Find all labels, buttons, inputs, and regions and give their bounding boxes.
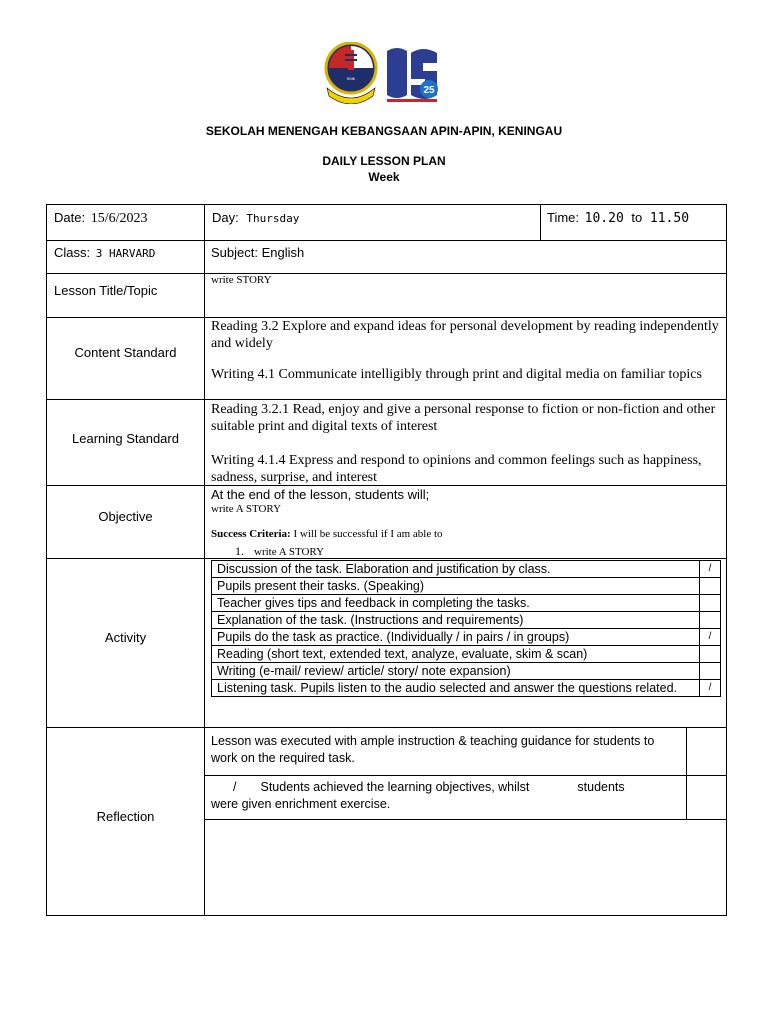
content-standard-reading: Reading 3.2 Explore and expand ideas for personal development by reading independently and widely xyxy=(211,319,719,351)
success-criteria xyxy=(211,528,443,540)
learning-standard-writing: Writing 4.1.4 Express and respond to opinions and common feelings such as happiness, sadness, surprise, and interest xyxy=(211,453,702,485)
reflection-text-a: Students achieved the learning objectives, whilst xyxy=(260,780,530,794)
activity-label: Activity xyxy=(104,630,147,645)
time-end: 11.50 xyxy=(649,211,690,226)
activity-text: Explanation of the task. (Instructions and requirements) xyxy=(212,612,700,629)
svg-text:25: 25 xyxy=(423,85,435,96)
svg-text:SMK: SMK xyxy=(346,76,356,81)
subject-field: Subject: English xyxy=(211,245,305,260)
reflection-text-c: were given enrichment exercise. xyxy=(211,797,391,811)
anniversary-25-logo xyxy=(383,45,441,105)
time-to: to xyxy=(631,210,643,225)
objective-label: Objective xyxy=(98,509,153,524)
activity-row xyxy=(212,578,721,595)
activity-tick: / xyxy=(700,680,721,697)
list-item-text: write A STORY xyxy=(254,546,325,558)
activity-tick: / xyxy=(700,629,721,646)
reflection-line-1: Lesson was executed with ample instruction & teaching guidance for students to work on the required task. xyxy=(211,734,655,765)
activity-row xyxy=(212,612,721,629)
activity-row xyxy=(212,663,721,680)
activity-text: Reading (short text, extended text, analyze, evaluate, skim & scan) xyxy=(212,646,700,663)
criteria-list-item xyxy=(235,544,324,559)
date-field xyxy=(54,210,147,227)
activity-checklist xyxy=(211,560,721,697)
activity-row xyxy=(212,629,721,646)
time-label: Time: xyxy=(547,210,580,225)
date-value: 15/6/2023 xyxy=(90,211,148,226)
activity-text: Writing (e-mail/ review/ article/ story/ note expansion) xyxy=(212,663,700,680)
content-standard-writing: Writing 4.1 Communicate intelligibly through print and digital media on familiar topics xyxy=(211,367,702,382)
doc-title: DAILY LESSON PLAN xyxy=(322,154,446,168)
activity-text: Teacher gives tips and feedback in completing the tasks. xyxy=(212,595,700,612)
objective-intro: At the end of the lesson, students will; xyxy=(211,487,430,502)
activity-text: Pupils do the task as practice. (Individually / in pairs / in groups) xyxy=(212,629,700,646)
activity-text: Pupils present their tasks. (Speaking) xyxy=(212,578,700,595)
school-name: SEKOLAH MENENGAH KEBANGSAAN APIN-APIN, KENINGAU xyxy=(205,124,563,138)
week-label: Week xyxy=(368,170,400,184)
learning-standard-reading: Reading 3.2.1 Read, enjoy and give a personal response to fiction or non-fiction and other suitable print and digital texts of interest xyxy=(211,402,716,434)
day-field xyxy=(212,210,299,225)
class-field xyxy=(54,245,155,260)
success-criteria-text: I will be successful if I am able to xyxy=(290,528,443,540)
activity-tick: / xyxy=(700,561,721,578)
learning-standard-label: Learning Standard xyxy=(72,431,179,446)
success-criteria-label: Success Criteria: xyxy=(211,528,291,540)
reflection-label: Reflection xyxy=(96,809,155,824)
reflection-line-2 xyxy=(211,779,681,813)
activity-tick xyxy=(700,612,721,629)
class-value: 3 HARVARD xyxy=(95,247,156,260)
topic-value: write STORY xyxy=(211,274,272,286)
logo-row xyxy=(0,42,768,108)
day-value: Thursday xyxy=(246,212,300,225)
time-field xyxy=(547,210,689,226)
list-number: 1. xyxy=(235,544,244,558)
activity-row xyxy=(212,680,721,697)
activity-tick xyxy=(700,663,721,680)
activity-text: Listening task. Pupils listen to the audio selected and answer the questions related. xyxy=(212,680,700,697)
date-label: Date: xyxy=(54,210,86,225)
day-label: Day: xyxy=(212,210,239,225)
activity-tick xyxy=(700,646,721,663)
activity-row xyxy=(212,646,721,663)
school-crest-logo xyxy=(323,42,379,104)
activity-tick xyxy=(700,595,721,612)
content-standard-label: Content Standard xyxy=(74,345,177,360)
time-start: 10.20 xyxy=(584,211,624,226)
activity-row xyxy=(212,595,721,612)
topic-label: Lesson Title/Topic xyxy=(54,283,158,298)
lesson-plan-table xyxy=(46,204,727,916)
objective-text: write A STORY xyxy=(211,503,282,515)
class-label: Class: xyxy=(54,245,91,260)
activity-row xyxy=(212,561,721,578)
reflection-mark: / xyxy=(233,780,237,794)
reflection-text-b: students xyxy=(577,780,625,794)
activity-tick xyxy=(700,578,721,595)
activity-text: Discussion of the task. Elaboration and justification by class. xyxy=(212,561,700,578)
